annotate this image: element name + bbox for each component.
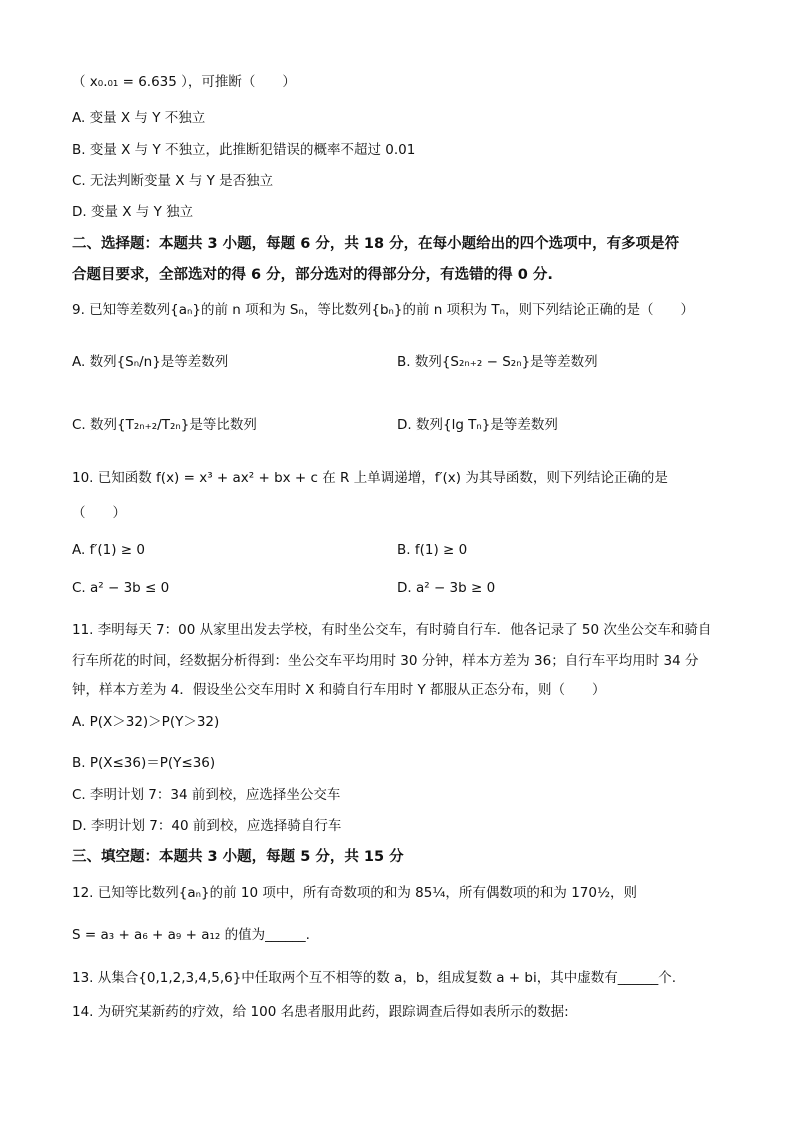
q13-stem: 13. 从集合{0,1,2,3,4,5,6}中任取两个互不相等的数 a，b，组成复数 a + bi，其中虚数有______个.: [72, 970, 677, 986]
q11-option-b: B. P(X≤36)＝P(Y≤36): [72, 755, 216, 771]
q8-option-a: A. 变量 X 与 Y 不独立: [72, 110, 206, 126]
section-2-heading-line1: 二、选择题：本题共 3 小题，每题 6 分，共 18 分，在每小题给出的四个选项中，有多项是符: [72, 236, 680, 252]
q11-option-d: D. 李明计划 7：40 前到校，应选择骑自行车: [72, 818, 342, 834]
q11-stem-line1: 11. 李明每天 7：00 从家里出发去学校，有时坐公交车，有时骑自行车．他各记录了 50 次坐公交车和骑自: [72, 622, 712, 638]
q9-stem: 9. 已知等差数列{aₙ}的前 n 项和为 Sₙ，等比数列{bₙ}的前 n 项积为 Tₙ，则下列结论正确的是（ ）: [72, 302, 695, 318]
q10-option-c: C. a² − 3b ≤ 0: [72, 580, 170, 596]
q11-option-c: C. 李明计划 7：34 前到校，应选择坐公交车: [72, 787, 341, 803]
q8-option-d: D. 变量 X 与 Y 独立: [72, 204, 194, 220]
q11-stem-line3: 钟，样本方差为 4．假设坐公交车用时 X 和骑自行车用时 Y 都服从正态分布，则（ ）: [72, 682, 606, 698]
q10-option-a: A. f′(1) ≥ 0: [72, 542, 146, 558]
question-8-condition: （ x₀.₀₁ = 6.635 ），可推断（ ）: [72, 74, 296, 90]
q8-option-b: B. 变量 X 与 Y 不独立，此推断犯错误的概率不超过 0.01: [72, 142, 416, 158]
section-3-heading: 三、填空题：本题共 3 小题，每题 5 分，共 15 分: [72, 849, 404, 865]
q10-option-b: B. f(1) ≥ 0: [397, 542, 468, 558]
q10-stem-line1: 10. 已知函数 f(x) = x³ + ax² + bx + c 在 R 上单调递增，f′(x) 为其导函数，则下列结论正确的是: [72, 470, 668, 486]
q12-stem-line2: S = a₃ + a₆ + a₉ + a₁₂ 的值为______.: [72, 927, 310, 943]
q9-option-d: D. 数列{lg Tₙ}是等差数列: [397, 417, 558, 433]
q11-option-a: A. P(X＞32)＞P(Y＞32): [72, 714, 220, 730]
section-2-heading-line2: 合题目要求，全部选对的得 6 分，部分选对的得部分分，有选错的得 0 分.: [72, 267, 553, 283]
q9-option-b: B. 数列{S₂ₙ₊₂ − S₂ₙ}是等差数列: [397, 354, 598, 370]
q14-stem: 14. 为研究某新药的疗效，给 100 名患者服用此药，跟踪调查后得如表所示的数据:: [72, 1004, 569, 1020]
q10-option-d: D. a² − 3b ≥ 0: [397, 580, 496, 596]
q8-option-c: C. 无法判断变量 X 与 Y 是否独立: [72, 173, 274, 189]
q10-stem-line2: （ ）: [72, 505, 126, 521]
q9-option-a: A. 数列{Sₙ/n}是等差数列: [72, 354, 229, 370]
q9-option-c: C. 数列{T₂ₙ₊₂/T₂ₙ}是等比数列: [72, 417, 257, 433]
q12-stem-line1: 12. 已知等比数列{aₙ}的前 10 项中，所有奇数项的和为 85¼，所有偶数项的和为 170½，则: [72, 885, 638, 901]
q11-stem-line2: 行车所花的时间，经数据分析得到：坐公交车平均用时 30 分钟，样本方差为 36；自行车平均用时 34 分: [72, 653, 699, 669]
